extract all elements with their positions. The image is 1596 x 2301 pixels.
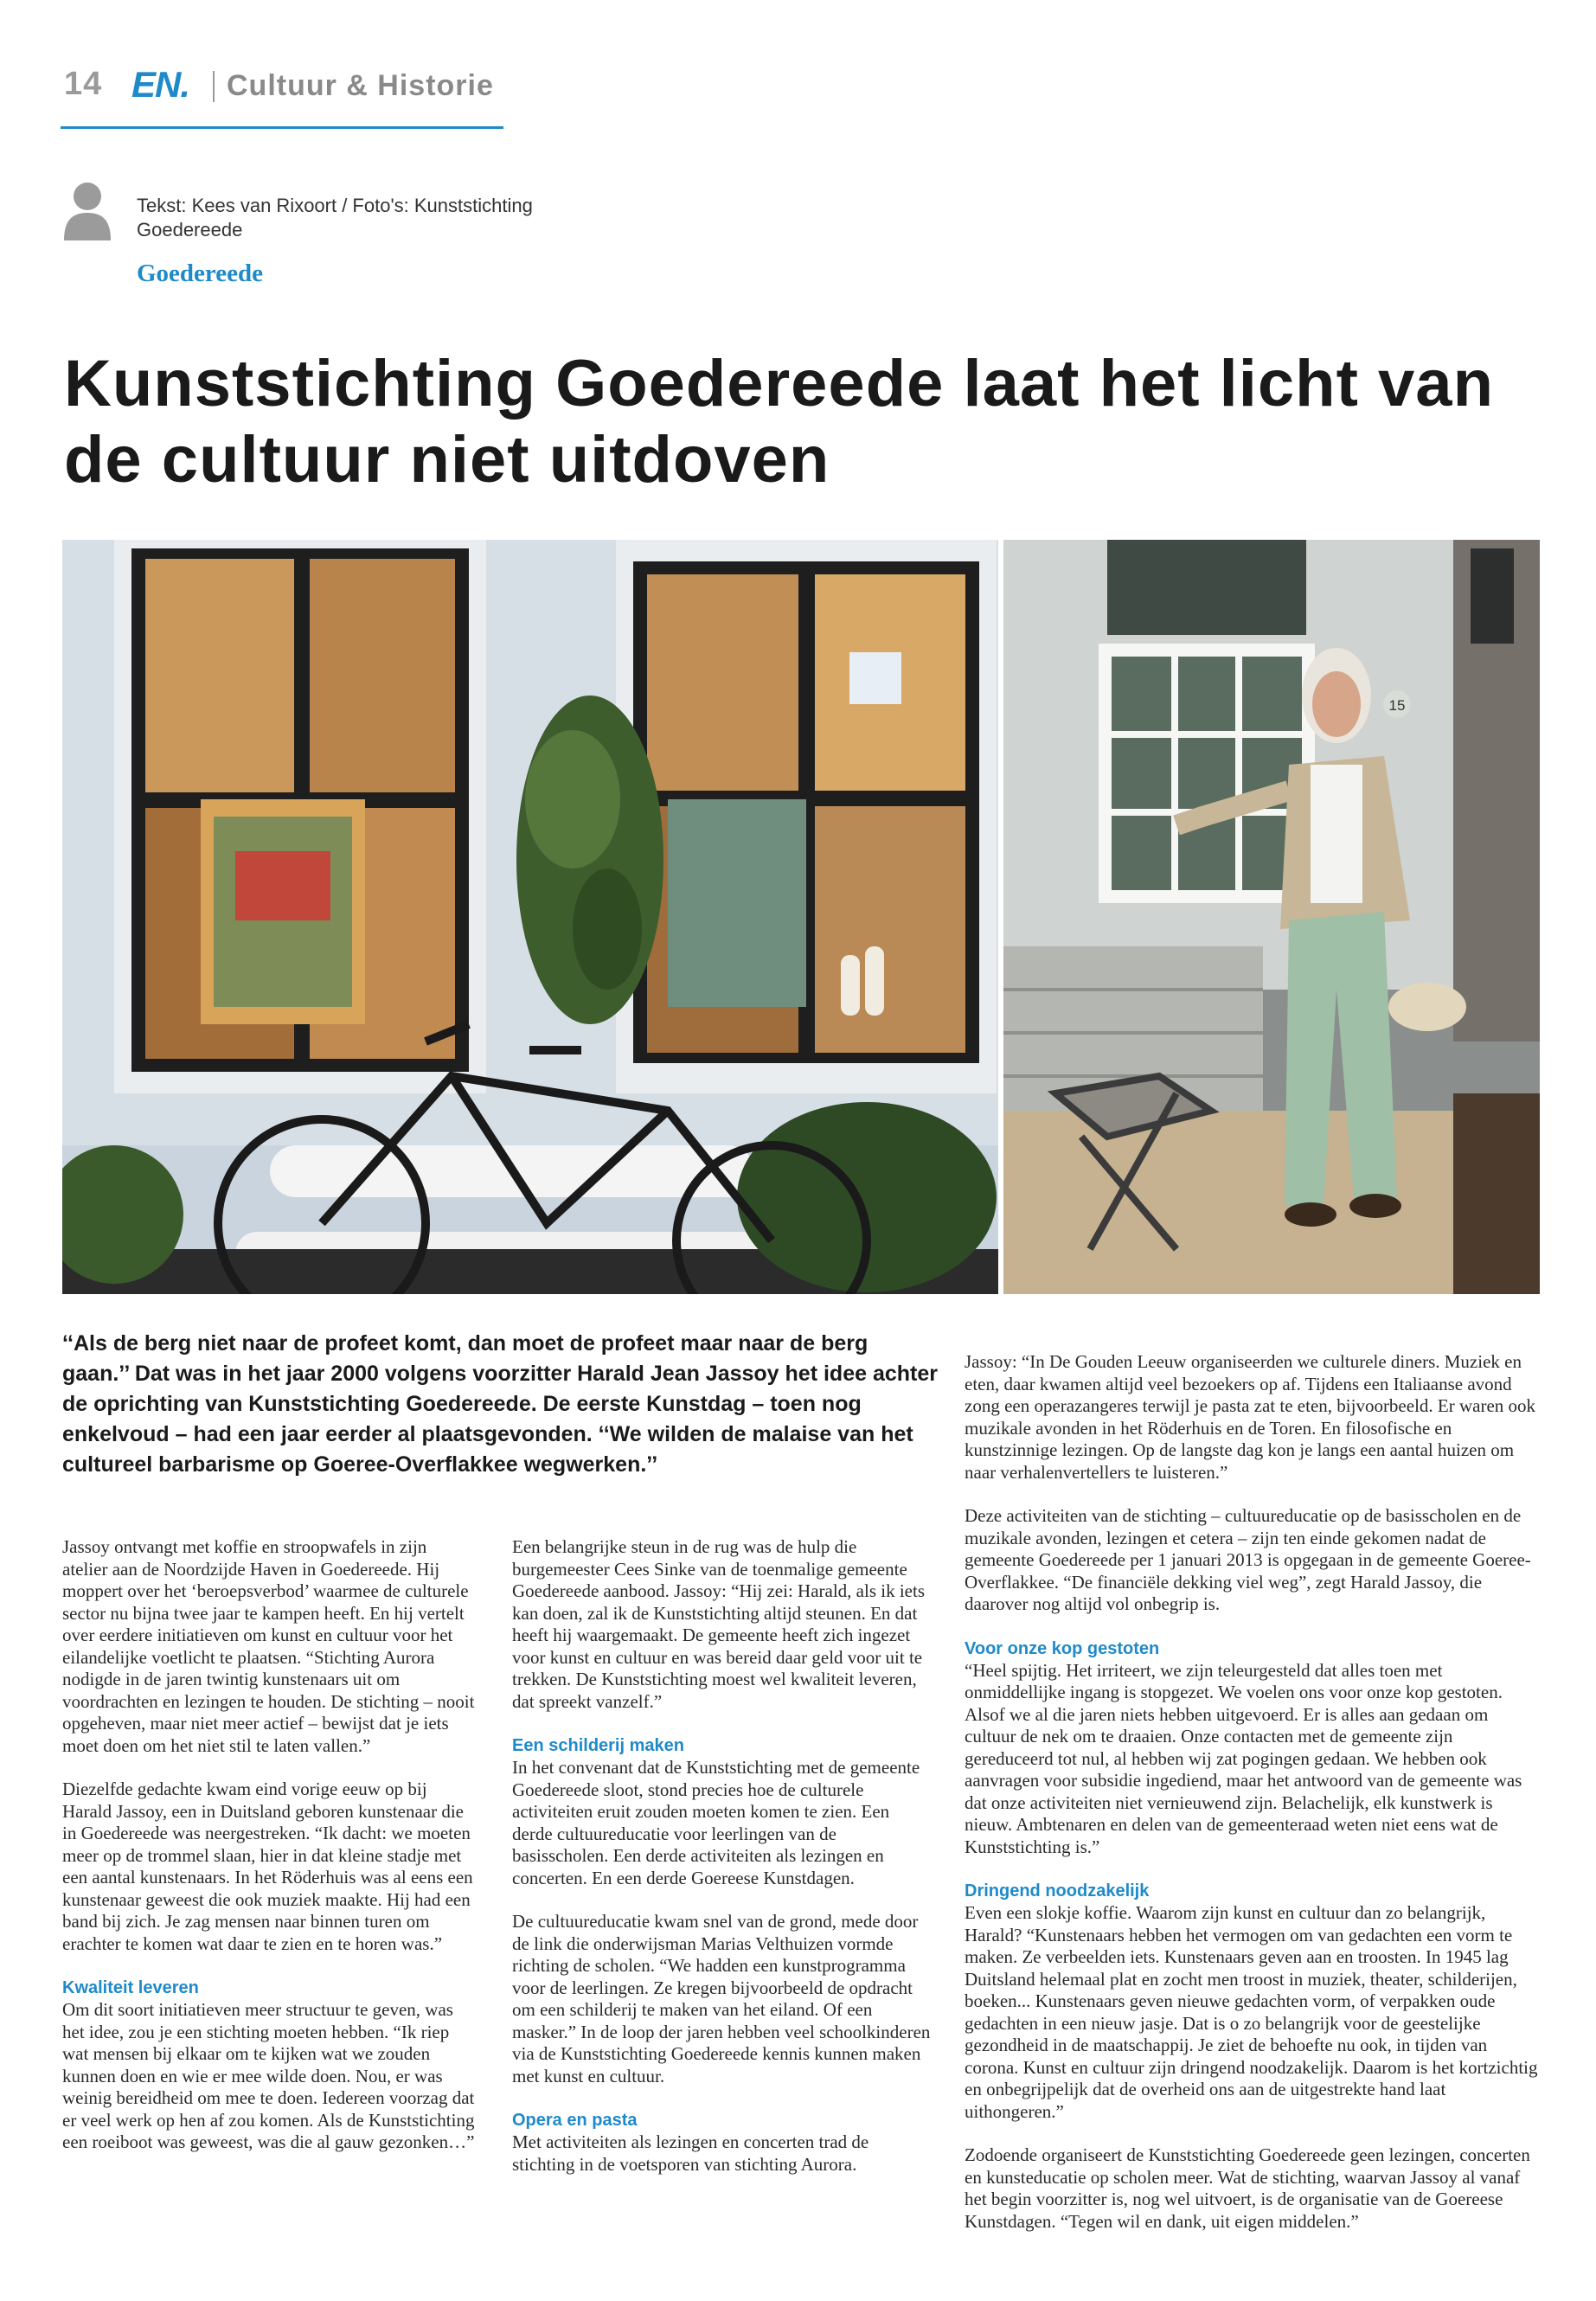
paragraph: Diezelfde gedachte kwam eind vorige eeuw op bij Harald Jassoy, een in Duitsland geboren kunstenaar die in Goedereede was neergestreken. “Ik dacht: we moeten meer op de trommel slaan, hier in dat kleine stadje met een aantal kunstenaars. In het Röderhuis was al eens een kunstenaar geweest die ook muziek maakte. Hij had een band bij zich. Je zag mensen naar binnen turen om erachter te komen wat daar te zien en te horen was.” [62, 1779, 473, 1954]
subheading: Dringend noodzakelijk [965, 1881, 1150, 1900]
paragraph: “Heel spijtig. Het irriteert, we zijn teleurgesteld dat alles toen met onmiddellijke ingang is stopgezet. We voelen ons voor onze kop gestoten. Alsof we al die jaren niets hebben uitgevoerd. Er is alles aan gedaan om cultuur de nek om te draaien. Onze contacten met de gemeente zijn gereduceerd tot nul, al hebben wij zat pogingen gedaan. We hebben ook aanvragen voor subsidie ingediend, maar het antwoord van de gemeente was dat onze activiteiten niet vernieuwend zijn. Belachelijk, elk kunstwerk is nieuw. Ambtenaren en delen van de gemeenteraad weten niet eens wat de Kunststichting is.” [965, 1659, 1522, 1857]
house-number: 15 [1388, 697, 1406, 714]
subheading: Een schilderij maken [512, 1736, 684, 1755]
paragraph: Een belangrijke steun in de rug was de hulp die burgemeester Cees Sinke van de toenmalige gemeente Goedereede aanbood. Jassoy: “Hij zei: Harald, als ik iets kan doen, zal ik de Kunststichting altijd steunen. En dat heeft hij waargemaakt. De gemeente heeft zich ingezet voor kunst en cultuur en was bereid daar geld voor uit te trekken. De Kunststichting moest wel kwaliteit leveren, dat spreekt vanzelf.” [512, 1536, 926, 1712]
article-column-3 [965, 1351, 1542, 2254]
paragraph: De cultuureducatie kwam snel van de grond, mede door de link die onderwijsman Marias Velthuizen vormde richting de scholen. “We hadden een kunstprogramma voor de leerlingen. Ze kregen bijvoorbeeld de opdracht om een schilderij te maken van het eiland. Of een masker.” In de loop der jaren hebben veel schoolkinderen via de Kunststichting Goedereede kennis kunnen maken met kunst en cultuur. [512, 1911, 931, 2086]
subheading: Voor onze kop gestoten [965, 1638, 1160, 1658]
article-column-2 [512, 1536, 934, 2197]
paragraph: Even een slokje koffie. Waarom zijn kunst en cultuur dan zo belangrijk, Harald? “Kunstenaars hebben het vermogen om van gedachten een vorm te maken. Ze verbeelden iets. Kunstenaars geven aan en troosten. In 1945 lag Duitsland helemaal plat en zocht men troost in muziek, theater, schilderijen, boeken... Kunstenaars geven nieuwe gedachten vorm, of verpakken oude gedachten in een nieuw jasje. Dat is o zo belangrijk voor de geestelijke gezondheid in de maatschappij. Je ziet de behoefte nu ook, in tijden van corona. Kunst en cultuur zijn dringend noodzakelijk. Daarom is het kortzichtig en onbegrijpelijk dat de overheid ons aan de uitgestrekte hand laat uithongeren.” [965, 1902, 1538, 2122]
page-number: 14 [64, 66, 103, 102]
subheading: Kwaliteit leveren [62, 1978, 199, 1997]
section-title: Cultuur & Historie [227, 69, 494, 102]
paragraph: Zodoende organiseert de Kunststichting Goedereede geen lezingen, concerten en kunsteducatie op scholen meer. Wat de stichting, waarvan Jassoy al vanaf het begin voorzitter is, nog wel uitvoert, is de organisatie van de Goereese Kunstdagen. “Tegen wil en dank, uit eigen middelen.” [965, 2144, 1530, 2232]
paragraph: Om dit soort initiatieven meer structuur te geven, was het idee, zou je een stichting moeten hebben. “Ik riep wat mensen bij elkaar om te kijken wat we zouden kunnen doen en wie er mee wilde doen. Nou, er was weinig bereidheid om mee te doen. Iedereen voorzag dat er veel werk op hen af zou komen. Als de Kunststichting een roeiboot was geweest, was die al gauw gezonken…” [62, 1999, 475, 2152]
paragraph: Deze activiteiten van de stichting – cultuureducatie op de basisscholen en de muzikale avonden, lezingen et cetera – zijn ten einde gekomen nadat de gemeente Goedereede per 1 januari 2013 is opgegaan in de gemeente Goeree-Overflakkee. “De financiële dekking viel weg”, zegt Harald Jassoy, die daarover nog altijd vol onbegrip is. [965, 1505, 1531, 1614]
paragraph: In het convenant dat de Kunststichting met de gemeente Goedereede sloot, stond precies hoe de culturele activiteiten eruit zouden moeten komen te zien. Een derde cultuureducatie voor leerlingen van de basisscholen. Een derde activiteiten als lezingen en concerten. En een derde Goereese Kunstdagen. [512, 1757, 920, 1888]
person-silhouette-icon [62, 180, 112, 240]
header-separator [213, 71, 215, 102]
paragraph: Met activiteiten als lezingen en concerten trad de stichting in de voetsporen van stichting Aurora. [512, 2131, 869, 2175]
publication-logo: EN. [131, 64, 190, 105]
header-rule [61, 126, 503, 129]
paragraph: Jassoy: “In De Gouden Leeuw organiseerden we culturele diners. Muziek en eten, daar kwamen altijd veel bezoekers op af. Tijdens een Italiaanse avond zong een operazangeres terwijl je pasta zat te eten, bijvoorbeeld. Er waren ook muzikale avonden in het Röderhuis en de Toren. En filosofische en kunstzinnige lezingen. Op de langste dag kon je langs een aantal huizen om naar verhalenvertellers te luisteren.” [965, 1351, 1536, 1483]
photo-man-speaking [1003, 540, 1540, 1294]
paragraph: Jassoy ontvangt met koffie en stroopwafels in zijn atelier aan de Noordzijde Haven in Goedereede. Hij moppert over het ‘beroepsverbod’ waarmee de culturele sector nu bijna twee jaar te kampen heeft. En hij vertelt over eerdere initiatieven om kunst en cultuur voor het eilandelijke voetlicht te plaatsen. “Stichting Aurora nodigde in de jaren twintig kunstenaars uit om voordrachten en lezingen te houden. De stichting – nooit opgeheven, maar niet meer actief – bewijst dat je iets moet doen om het niet stil te laten vallen.” [62, 1536, 475, 1756]
location-label: Goedereede [137, 260, 264, 287]
headline: Kunststichting Goedereede laat het licht van de cultuur niet uitdoven [64, 347, 1494, 497]
subheading: Opera en pasta [512, 2111, 638, 2130]
photo-window-bicycle [62, 540, 998, 1294]
byline-credit: Tekst: Kees van Rixoort / Foto's: Kunststichting Goedereede [137, 195, 533, 240]
article-column-1 [62, 1536, 476, 2176]
intro-paragraph: ‘‘Als de berg niet naar de profeet komt, dan moet de profeet maar naar de berg gaan.’’ Dat was in het jaar 2000 volgens voorzitter Harald Jean Jassoy het idee achter de oprichting van Kunststichting Goedereede. De eerste Kunstdag – toen nog enkelvoud – had een jaar eerder al plaatsgevonden. ‘‘We wilden de malaise van het cultureel barbarisme op Goeree-Overflakkee wegwerken.’’ [62, 1331, 938, 1477]
